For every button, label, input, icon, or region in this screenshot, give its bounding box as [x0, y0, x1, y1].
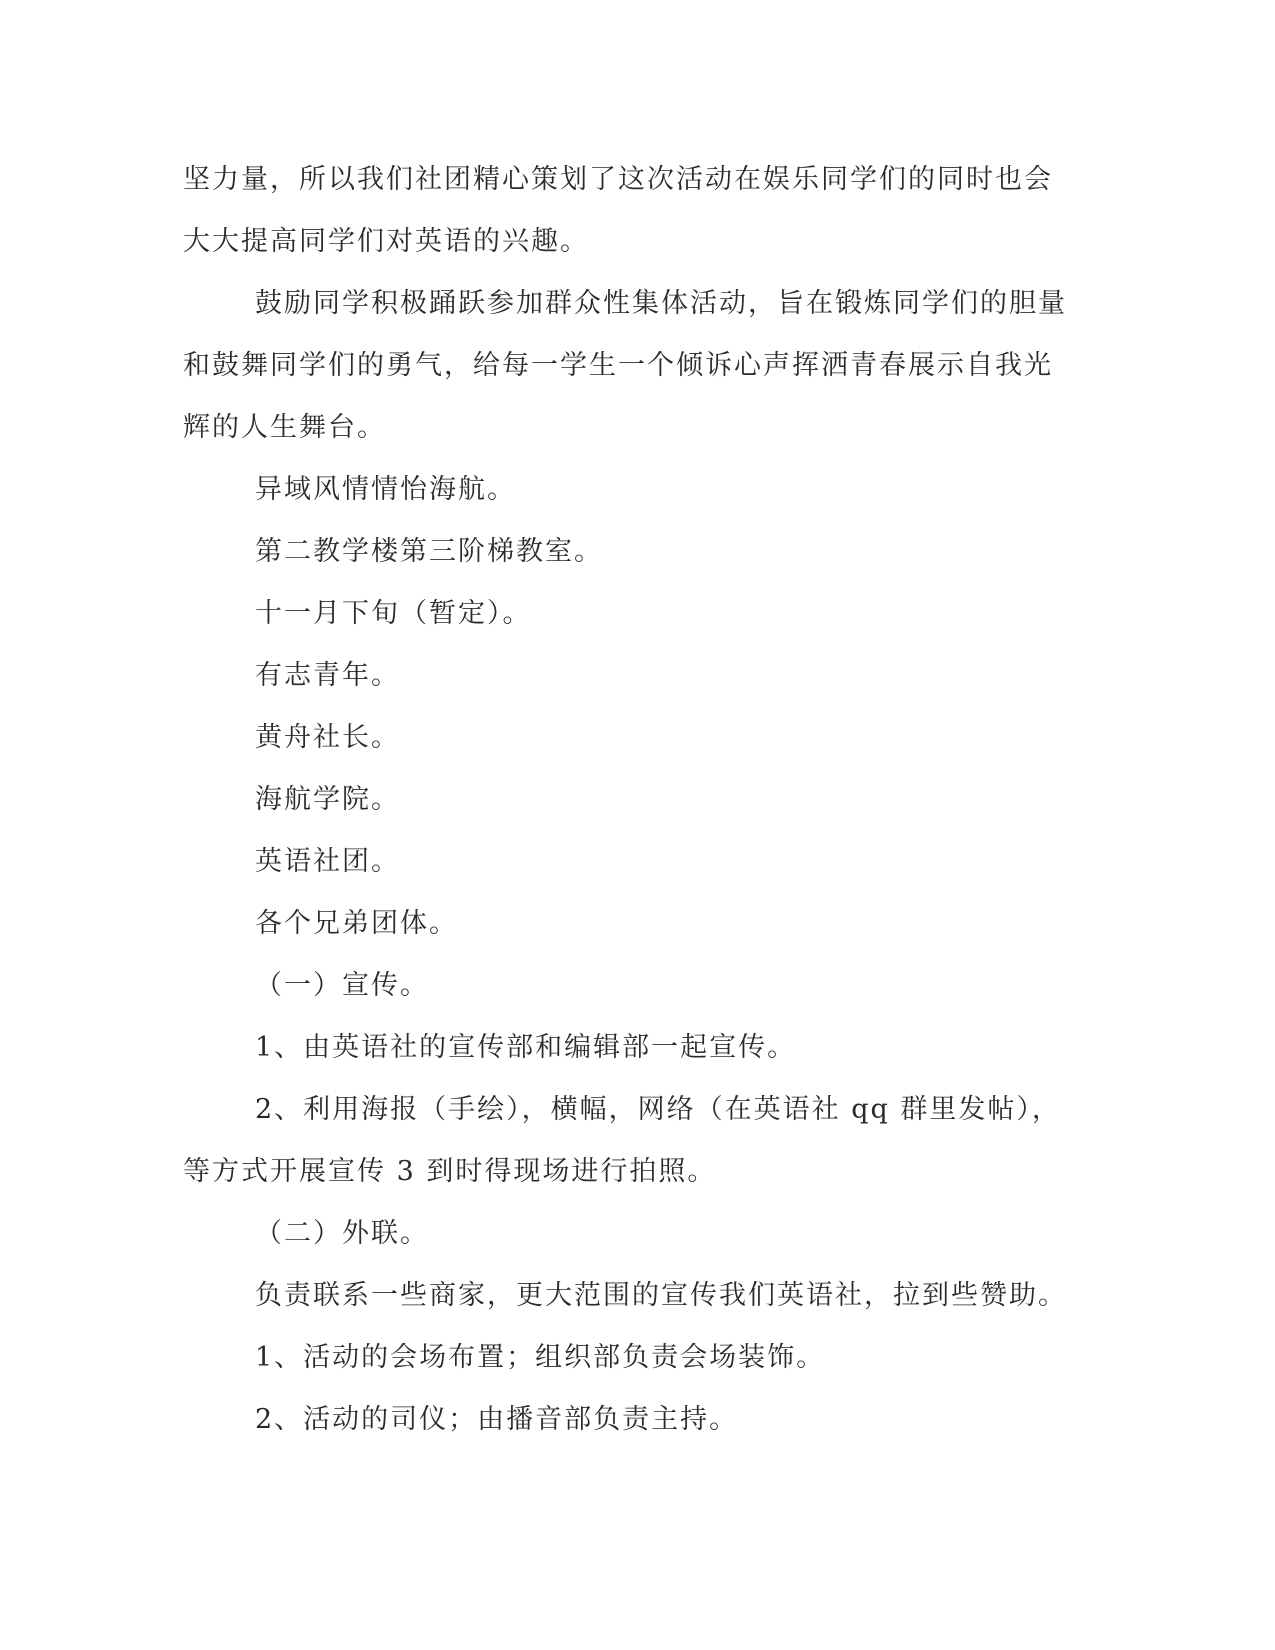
text-line: 十一月下旬（暂定）。: [255, 598, 532, 629]
text-line: 和鼓舞同学们的勇气，给每一学生一个倾诉心声挥洒青春展示自我光: [183, 350, 1053, 381]
text-line: 2、利用海报（手绘），横幅，网络（在英语社 qq 群里发帖），: [255, 1094, 1061, 1125]
text-line: 辉的人生舞台。: [183, 412, 386, 443]
text-line: 鼓励同学积极踊跃参加群众性集体活动，旨在锻炼同学们的胆量: [255, 288, 1067, 319]
text-line: 1、活动的会场布置；组织部负责会场装饰。: [255, 1342, 826, 1373]
text-line: 第二教学楼第三阶梯教室。: [255, 536, 603, 567]
text-line: （二）外联。: [255, 1218, 429, 1249]
text-line: （一）宣传。: [255, 970, 429, 1001]
text-line: 坚力量，所以我们社团精心策划了这次活动在娱乐同学们的同时也会: [183, 164, 1053, 195]
document-body: [183, 156, 1067, 1458]
text-line: 1、由英语社的宣传部和编辑部一起宣传。: [255, 1032, 797, 1063]
text-line: 负责联系一些商家，更大范围的宣传我们英语社，拉到些赞助。: [255, 1280, 1067, 1311]
text-line: 异域风情情怡海航。: [255, 474, 516, 505]
text-line: 大大提高同学们对英语的兴趣。: [183, 226, 589, 257]
text-line: 有志青年。: [255, 660, 400, 691]
text-line: 英语社团。: [255, 846, 400, 877]
text-line: 黄舟社长。: [255, 722, 400, 753]
text-line: 各个兄弟团体。: [255, 908, 458, 939]
text-line: 海航学院。: [255, 784, 400, 815]
text-line: 2、活动的司仪；由播音部负责主持。: [255, 1404, 739, 1435]
text-line: 等方式开展宣传 3 到时得现场进行拍照。: [183, 1156, 717, 1187]
